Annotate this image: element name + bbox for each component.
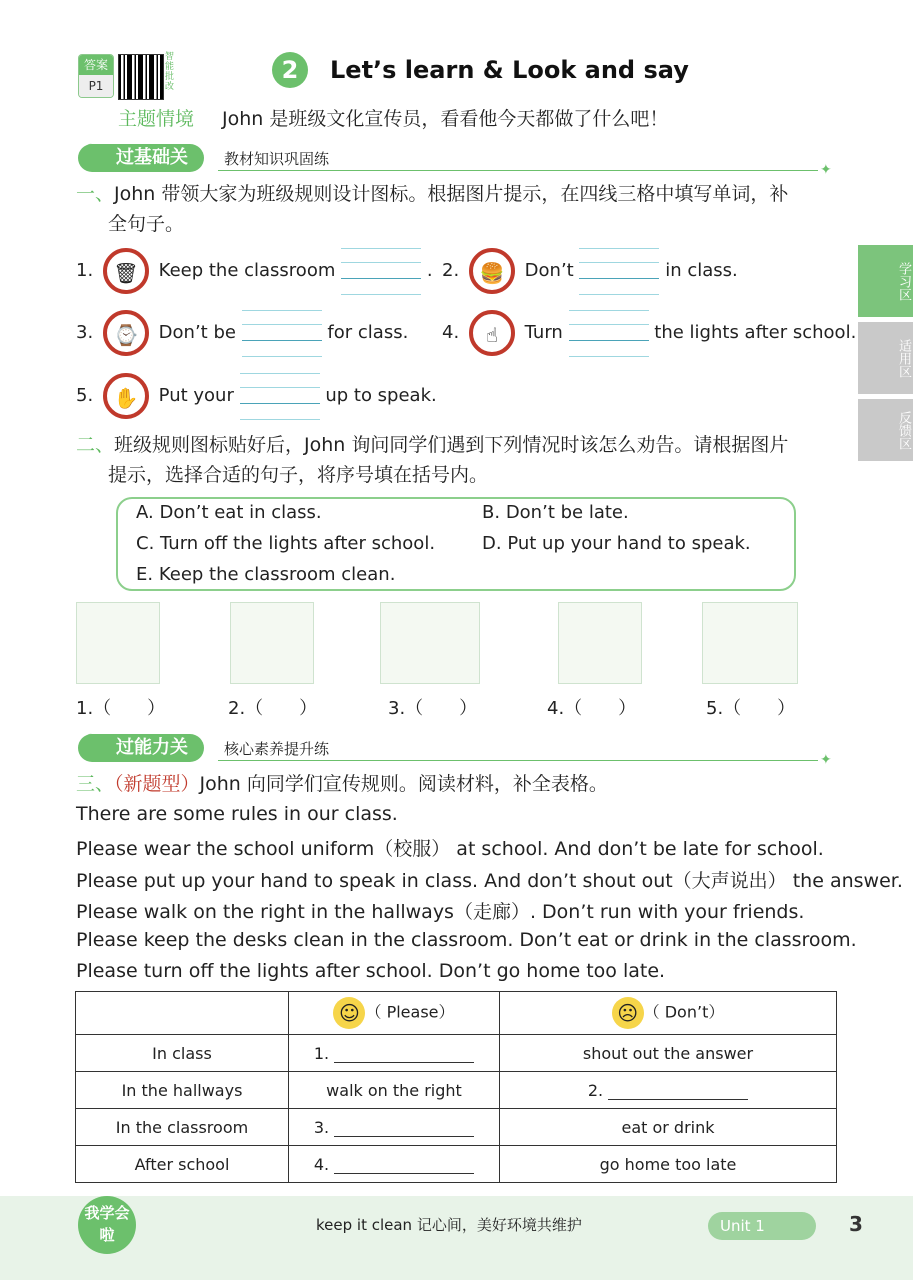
option-key: A. [136, 502, 154, 523]
section-banner-basic [78, 144, 838, 178]
answer-line[interactable] [608, 1083, 748, 1100]
blank-number: 4. [313, 1154, 330, 1174]
qr-code-icon[interactable] [118, 54, 164, 100]
please-cell[interactable] [289, 1035, 500, 1072]
answer-slot-3[interactable]: 3.（ ） [388, 698, 478, 719]
table-row [76, 1146, 837, 1183]
clock-icon [103, 310, 149, 356]
icon-glyph: ⌚ [113, 323, 139, 347]
blank-number: 1. [313, 1043, 330, 1063]
table-row [76, 1072, 837, 1109]
item-number: 4. [442, 322, 460, 343]
question-1-prompt [76, 179, 846, 239]
option-key: D. [482, 533, 502, 554]
section-number: 2 [272, 52, 308, 88]
icon-glyph: 🍔 [479, 261, 505, 285]
option-c [136, 533, 435, 554]
question-3-prompt [76, 769, 846, 799]
section-banner-ability [78, 734, 838, 768]
icon-glyph: 🗑 [113, 261, 139, 285]
option-text: Don’t eat in class. [159, 502, 322, 523]
item-text-after: for class. [327, 322, 409, 343]
divider [218, 760, 818, 761]
scene-picture-4 [558, 602, 642, 684]
q1-item-3 [76, 310, 408, 356]
item-text-before: Keep the classroom [158, 260, 336, 281]
answer-badge[interactable] [78, 54, 114, 98]
item-text-after: in class. [665, 260, 738, 281]
side-tab-learn[interactable]: 学习区 [858, 245, 913, 317]
answer-page: P1 [79, 75, 113, 97]
option-key: C. [136, 533, 155, 554]
option-text: Don’t be late. [505, 502, 629, 523]
header-dont [500, 992, 837, 1035]
dont-cell: go home too late [500, 1146, 837, 1183]
four-line-blank[interactable] [240, 373, 320, 419]
item-number: 3. [76, 322, 94, 343]
icon-glyph: ✋ [113, 386, 139, 410]
option-text: Turn off the lights after school. [160, 533, 436, 554]
reading-line-6: Please turn off the lights after school. Don’t go home too late. [76, 960, 666, 982]
scene-picture-3 [380, 602, 480, 684]
section-badge: 过能力关 [78, 734, 204, 762]
reading-line-3: Please put up your hand to speak in class. And don’t shout out（大声说出） the answer. [76, 870, 903, 892]
please-cell[interactable] [289, 1146, 500, 1183]
item-text-after: the lights after school. [654, 322, 857, 343]
star-icon: ✦ [820, 162, 832, 178]
q1-item-1 [76, 248, 433, 294]
answer-line[interactable] [334, 1157, 474, 1174]
sad-face-icon: ☹ [612, 997, 644, 1029]
learned-badge: 我学会啦 [78, 1196, 136, 1254]
please-cell[interactable] [289, 1109, 500, 1146]
question-text-line1: John 带领大家为班级规则设计图标。根据图片提示，在四线三格中填写单词，补 [114, 183, 789, 205]
place-cell: In the classroom [76, 1109, 289, 1146]
question-text-line1: 班级规则图标贴好后，John 询问同学们遇到下列情况时该怎么劝告。请根据图片 [114, 434, 789, 456]
answer-slot-1[interactable]: 1.（ ） [76, 698, 166, 719]
table-corner-cell [76, 992, 289, 1035]
theme-text: John 是班级文化宣传员，看看他今天都做了什么吧！ [222, 108, 669, 130]
dont-cell[interactable] [500, 1072, 837, 1109]
blank-number: 2. [587, 1080, 604, 1100]
dont-cell: eat or drink [500, 1109, 837, 1146]
item-number: 5. [76, 385, 94, 406]
section-subtitle: 教材知识巩固练 [224, 150, 330, 168]
four-line-blank[interactable] [242, 310, 322, 356]
item-text-before: Turn [524, 322, 563, 343]
item-text-after: . [426, 260, 433, 281]
question-number: 三、 [76, 773, 115, 795]
side-tab-apply[interactable]: 适用区 [858, 322, 913, 394]
side-tab-feedback[interactable]: 反馈区 [858, 399, 913, 461]
reading-line-2: Please wear the school uniform（校服） at school. And don’t be late for school. [76, 838, 824, 860]
blank-number: 3. [313, 1117, 330, 1137]
please-cell: walk on the right [289, 1072, 500, 1109]
q1-item-4 [442, 310, 856, 356]
icon-glyph: ☝ [485, 323, 499, 347]
answer-line[interactable] [334, 1120, 474, 1137]
option-b [482, 502, 629, 523]
reading-line-1: There are some rules in our class. [76, 803, 398, 825]
footer-slogan: keep it clean 记心间，美好环境共维护 [316, 1216, 582, 1234]
rules-table [75, 991, 837, 1183]
place-cell: In class [76, 1035, 289, 1072]
four-line-blank[interactable] [569, 310, 649, 356]
header-please-label: （ Please） [365, 1002, 455, 1022]
four-line-blank[interactable] [341, 248, 421, 294]
option-key: B. [482, 502, 501, 523]
place-cell: In the hallways [76, 1072, 289, 1109]
item-text-before: Don’t [524, 260, 574, 281]
divider [218, 170, 818, 171]
no-eating-icon [469, 248, 515, 294]
answer-slot-2[interactable]: 2.（ ） [228, 698, 318, 719]
option-text: Put up your hand to speak. [507, 533, 751, 554]
scene-picture-2 [230, 602, 314, 684]
option-e [136, 564, 395, 585]
scene-picture-1 [76, 602, 160, 684]
smile-face-icon: ☺ [333, 997, 365, 1029]
new-type-tag: （新题型） [114, 773, 200, 795]
q1-item-2 [442, 248, 738, 294]
option-key: E. [136, 564, 154, 585]
question-number: 一、 [76, 183, 115, 205]
answer-slot-4[interactable]: 4.（ ） [547, 698, 637, 719]
place-cell: After school [76, 1146, 289, 1183]
qr-caption: 智能批改 [165, 52, 175, 92]
table-row [76, 1109, 837, 1146]
dont-cell: shout out the answer [500, 1035, 837, 1072]
q1-item-5 [76, 373, 437, 419]
header-please [289, 992, 500, 1035]
table-row [76, 1035, 837, 1072]
answer-label: 答案 [79, 55, 113, 75]
question-2-prompt [76, 430, 846, 490]
unit-label: Unit 1 [708, 1212, 816, 1240]
section-subtitle: 核心素养提升练 [224, 740, 330, 758]
table-header-row [76, 992, 837, 1035]
item-number: 2. [442, 260, 460, 281]
item-text-after: up to speak. [325, 385, 437, 406]
section-badge: 过基础关 [78, 144, 204, 172]
option-d [482, 533, 751, 554]
raise-hand-icon [103, 373, 149, 419]
star-icon: ✦ [820, 752, 832, 768]
item-text-before: Put your [158, 385, 234, 406]
question-text-line2: 提示，选择合适的句子，将序号填在括号内。 [108, 464, 489, 486]
item-text-before: Don’t be [158, 322, 236, 343]
item-number: 1. [76, 260, 94, 281]
question-number: 二、 [76, 434, 115, 456]
answer-line[interactable] [334, 1046, 474, 1063]
theme-label: 主题情境 [118, 108, 195, 130]
question-text-line2: 全句子。 [108, 213, 185, 235]
light-switch-icon [469, 310, 515, 356]
header-dont-label: （ Don’t） [643, 1002, 725, 1022]
trash-bin-icon [103, 248, 149, 294]
page-number: 3 [849, 1212, 863, 1236]
answer-slot-5[interactable]: 5.（ ） [706, 698, 796, 719]
option-text: Keep the classroom clean. [158, 564, 396, 585]
page-title: Let’s learn & Look and say [330, 56, 689, 84]
scene-picture-5 [702, 602, 798, 684]
question-text: John 向同学们宣传规则。阅读材料，补全表格。 [199, 773, 608, 795]
option-a [136, 502, 322, 523]
reading-line-4: Please walk on the right in the hallways（走廊）. Don’t run with your friends. [76, 901, 805, 923]
four-line-blank[interactable] [579, 248, 659, 294]
reading-line-5: Please keep the desks clean in the classroom. Don’t eat or drink in the classroom. [76, 929, 857, 951]
